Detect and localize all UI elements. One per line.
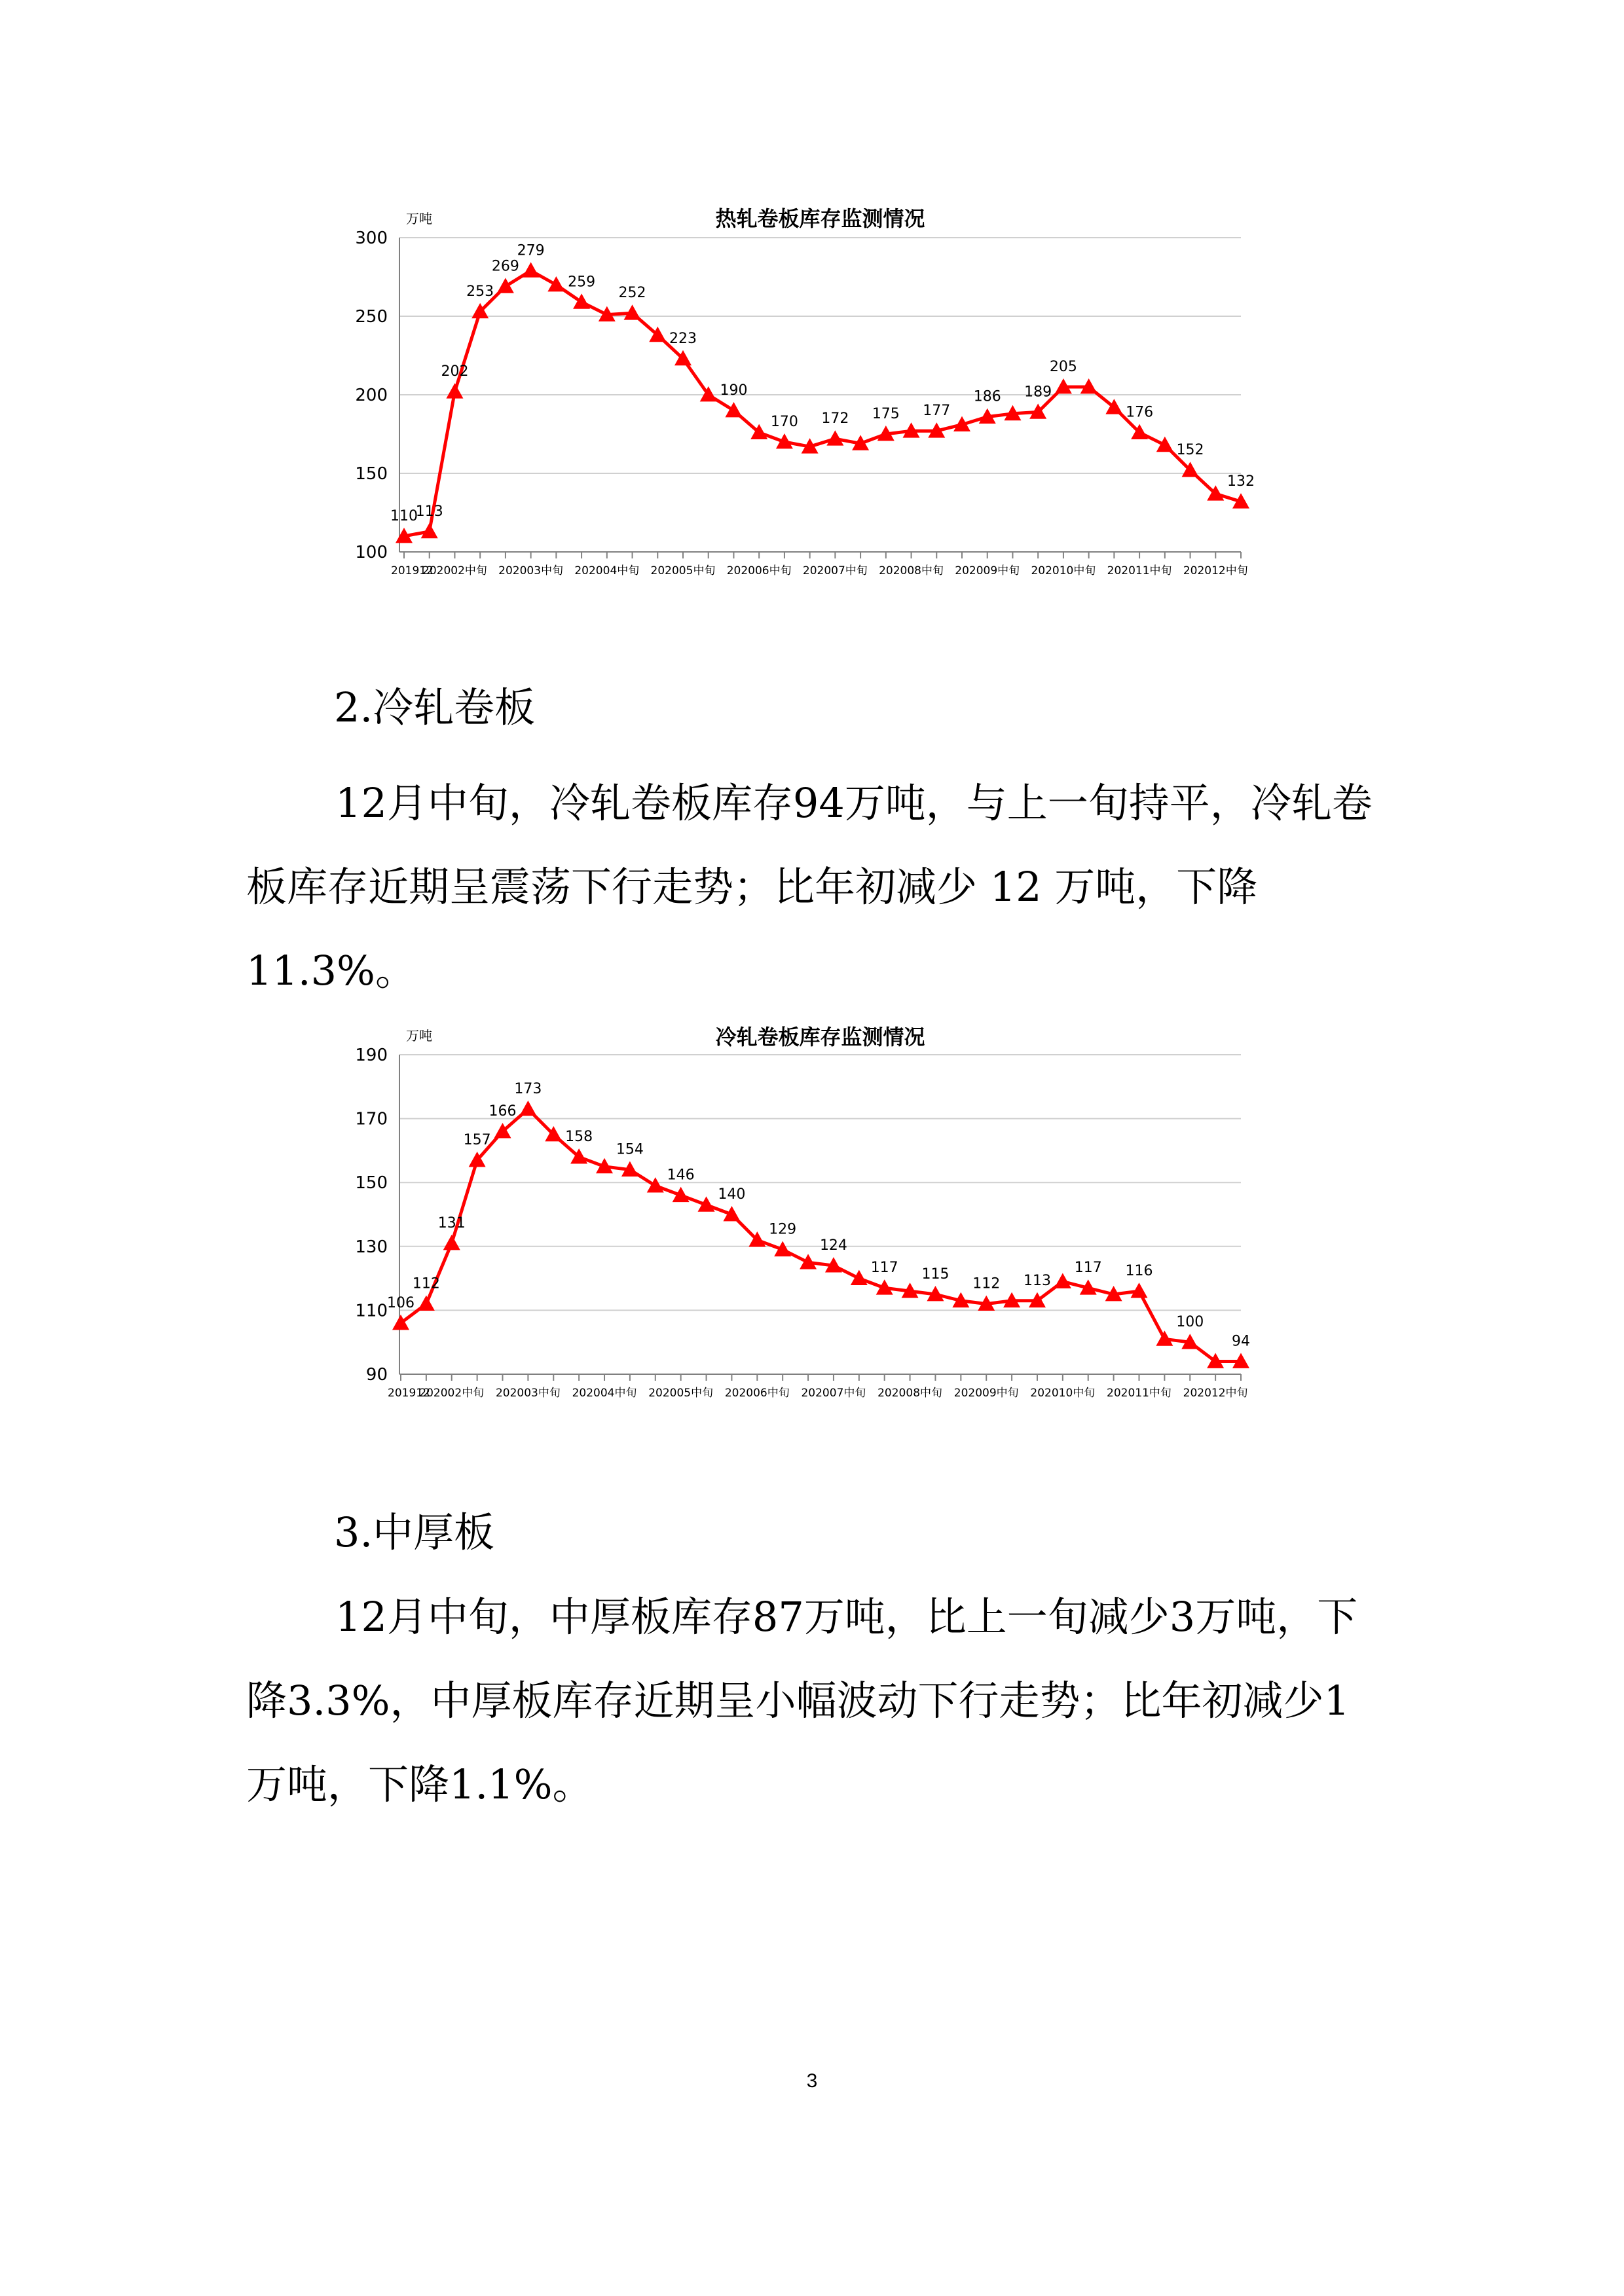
y-tick-label: 130 — [355, 1237, 388, 1257]
data-point-marker — [573, 293, 590, 308]
data-label: 253 — [466, 283, 494, 300]
x-tick-label: 202011中旬 — [1107, 1387, 1172, 1400]
x-tick-label: 202006中旬 — [726, 564, 792, 577]
x-tick-label: 202010中旬 — [1030, 1387, 1096, 1400]
x-tick-label: 202008中旬 — [879, 564, 944, 577]
data-point-marker — [826, 430, 843, 445]
data-point-marker — [1156, 437, 1173, 452]
data-label: 154 — [616, 1141, 644, 1158]
data-label: 116 — [1125, 1263, 1153, 1280]
x-tick-label: 202005中旬 — [650, 564, 716, 577]
x-tick-label: 202006中旬 — [724, 1387, 790, 1400]
x-tick-label: 202008中旬 — [877, 1387, 943, 1400]
y-tick-label: 170 — [355, 1109, 388, 1129]
x-tick-label: 202002中旬 — [422, 564, 487, 577]
x-tick-label: 202012中旬 — [1183, 1387, 1248, 1400]
cold-rolled-coil-chart — [0, 1015, 1624, 1421]
x-tick-label: 202004中旬 — [572, 1387, 637, 1400]
data-label: 158 — [565, 1129, 593, 1146]
chart-title: 热轧卷板库存监测情况 — [715, 206, 925, 231]
y-tick-label: 150 — [355, 464, 388, 484]
data-label: 146 — [667, 1167, 695, 1184]
unit-label: 万吨 — [406, 1028, 432, 1044]
x-tick-label: 202009中旬 — [953, 1387, 1019, 1400]
cold-rolled-coil-chart-svg — [0, 1015, 1624, 1421]
data-label: 94 — [1232, 1333, 1250, 1350]
data-label: 252 — [618, 285, 646, 302]
data-label: 175 — [872, 406, 900, 422]
data-point-marker — [519, 1101, 536, 1116]
data-label: 113 — [1023, 1272, 1051, 1289]
data-label: 124 — [819, 1237, 847, 1254]
data-label: 269 — [491, 258, 519, 275]
series-line — [401, 1109, 1241, 1362]
data-point-marker — [443, 1235, 460, 1250]
data-label: 106 — [387, 1294, 415, 1311]
data-point-marker — [851, 1270, 868, 1285]
x-tick-label: 202005中旬 — [648, 1387, 714, 1400]
data-label: 117 — [1074, 1260, 1102, 1277]
data-label: 170 — [770, 414, 798, 430]
page-number: 3 — [806, 2070, 818, 2092]
data-label: 131 — [437, 1214, 466, 1231]
y-tick-label: 100 — [355, 543, 388, 562]
data-label: 259 — [568, 274, 596, 291]
data-label: 110 — [390, 508, 418, 524]
data-point-marker — [647, 1177, 664, 1192]
data-point-marker — [418, 1296, 435, 1311]
data-label: 129 — [769, 1221, 797, 1238]
data-label: 173 — [514, 1080, 542, 1097]
paragraph-cold-rolled — [246, 761, 1384, 1013]
x-tick-label: 201912 — [391, 564, 434, 577]
unit-label: 万吨 — [406, 211, 432, 227]
x-tick-label: 202012中旬 — [1183, 564, 1248, 577]
hot-rolled-coil-chart — [0, 196, 1624, 589]
y-tick-label: 300 — [355, 228, 388, 248]
data-label: 166 — [489, 1103, 517, 1120]
section-heading-cold-rolled: 2.冷轧卷板 — [334, 683, 536, 731]
x-tick-label: 202004中旬 — [574, 564, 640, 577]
paragraph-text: 12月中旬，中厚板库存87万吨，比上一旬减少3万吨，下降3.3%，中厚板库存近期呈小幅波动下行走势；比年初减少1万吨，下降1.1%。 — [246, 1593, 1358, 1808]
data-label: 202 — [441, 363, 469, 380]
paragraph-plate — [246, 1575, 1384, 1827]
data-label: 279 — [517, 242, 545, 259]
y-tick-label: 90 — [365, 1365, 388, 1385]
data-label: 115 — [921, 1266, 950, 1283]
data-point-marker — [497, 278, 514, 293]
y-tick-label: 190 — [355, 1046, 388, 1065]
x-tick-label: 202003中旬 — [495, 1387, 561, 1400]
data-label: 100 — [1176, 1314, 1204, 1331]
y-tick-label: 110 — [355, 1301, 388, 1321]
data-label: 172 — [821, 410, 849, 428]
x-tick-label: 201912 — [388, 1387, 430, 1400]
data-point-marker — [725, 402, 742, 417]
x-tick-label: 202003中旬 — [498, 564, 564, 577]
paragraph-text: 12月中旬，冷轧卷板库存94万吨，与上一旬持平，冷轧卷板库存近期呈震荡下行走势；比年初减少 12 万吨，下降11.3%。 — [246, 779, 1373, 994]
x-tick-label: 202009中旬 — [955, 564, 1020, 577]
data-label: 223 — [669, 330, 697, 347]
data-label: 176 — [1126, 404, 1154, 421]
x-tick-label: 202007中旬 — [801, 1387, 866, 1400]
data-label: 113 — [415, 503, 443, 520]
data-point-marker — [446, 383, 463, 398]
data-label: 177 — [923, 403, 951, 420]
data-label: 112 — [412, 1275, 440, 1292]
y-tick-label: 250 — [355, 307, 388, 327]
data-point-marker — [1054, 1273, 1071, 1288]
data-label: 140 — [718, 1186, 746, 1203]
x-tick-label: 202007中旬 — [802, 564, 868, 577]
section-heading-plate: 3.中厚板 — [334, 1508, 495, 1556]
x-tick-label: 202002中旬 — [419, 1387, 485, 1400]
data-label: 190 — [720, 382, 748, 399]
chart-title: 冷轧卷板库存监测情况 — [715, 1025, 925, 1049]
data-label: 186 — [973, 388, 1001, 405]
data-label: 152 — [1176, 442, 1204, 459]
data-label: 205 — [1049, 359, 1077, 375]
data-point-marker — [523, 262, 540, 277]
data-point-marker — [421, 523, 438, 538]
data-label: 117 — [870, 1260, 898, 1277]
y-tick-label: 200 — [355, 386, 388, 405]
hot-rolled-coil-chart-svg — [0, 196, 1624, 589]
data-point-marker — [547, 276, 564, 291]
x-tick-label: 202011中旬 — [1107, 564, 1172, 577]
data-label: 112 — [972, 1275, 1001, 1292]
y-tick-label: 150 — [355, 1173, 388, 1194]
x-tick-label: 202010中旬 — [1031, 564, 1096, 577]
data-label: 189 — [1024, 384, 1052, 401]
data-label: 157 — [463, 1132, 491, 1149]
data-label: 132 — [1227, 473, 1255, 490]
